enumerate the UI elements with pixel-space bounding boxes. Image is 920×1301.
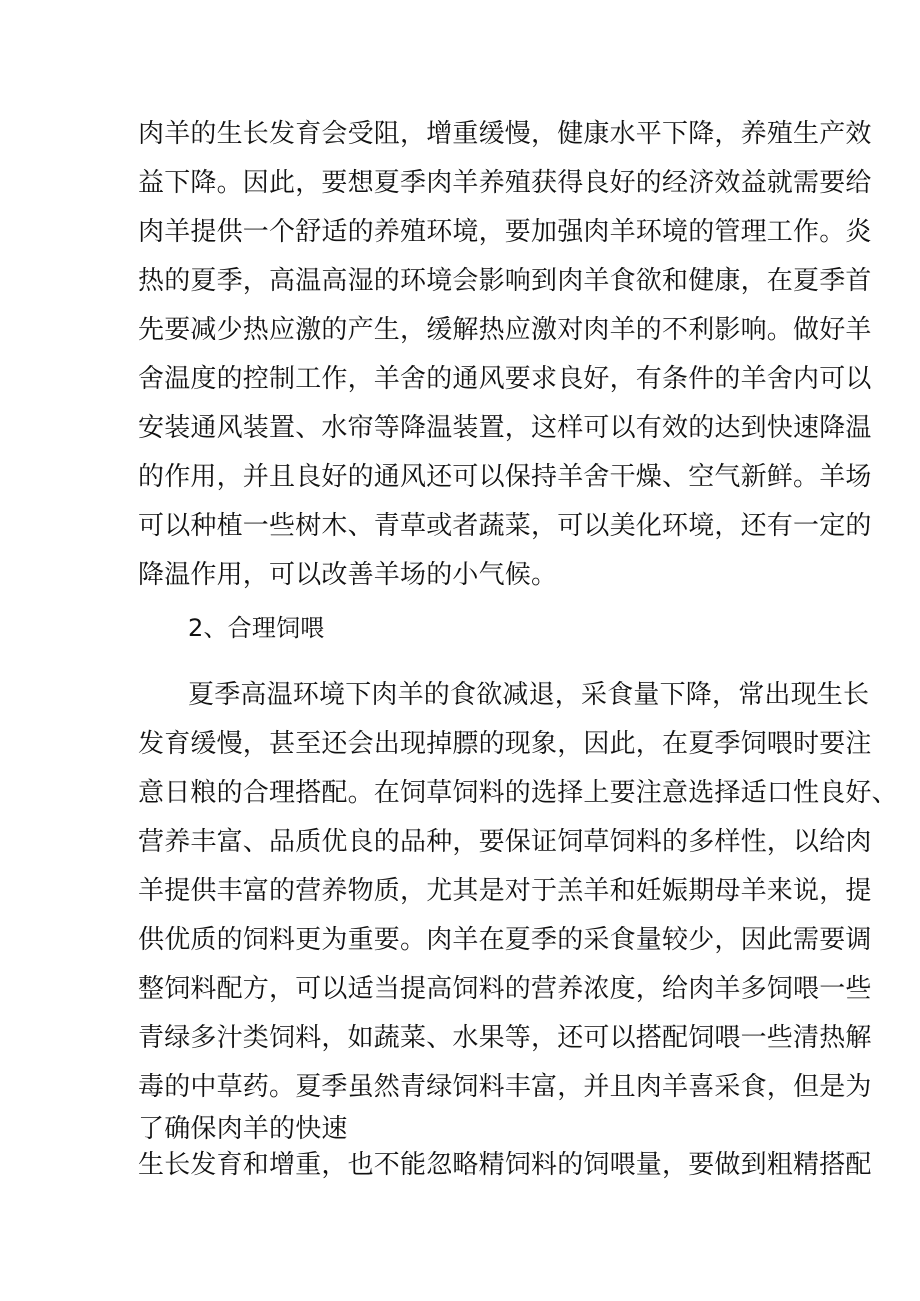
text-line: 发育缓慢，甚至还会出现掉膘的现象，因此，在夏季饲喂时要注 [138, 729, 872, 759]
text-line: 羊提供丰富的营养物质，尤其是对于羔羊和妊娠期母羊来说，提 [138, 876, 872, 906]
text-line: 肉羊的生长发育会受阻，增重缓慢，健康水平下降，养殖生产效 [138, 119, 872, 149]
text-line: 安装通风装置、水帘等降温装置，这样可以有效的达到快速降温 [138, 413, 872, 443]
text-line: 舍温度的控制工作，羊舍的通风要求良好，有条件的羊舍内可以 [138, 364, 872, 394]
text-line: 整饲料配方，可以适当提高饲料的营养浓度，给肉羊多饲喂一些 [138, 974, 872, 1004]
section-heading: 2、合理饲喂 [188, 614, 325, 642]
text-line: 可以种植一些树木、青草或者蔬菜，可以美化环境，还有一定的 [138, 511, 872, 541]
text-line: 营养丰富、品质优良的品种，要保证饲草饲料的多样性，以给肉 [138, 827, 872, 857]
text-line: 毒的中草药。夏季虽然青绿饲料丰富，并且肉羊喜采食，但是为 [138, 1072, 872, 1102]
text-line: 了确保肉羊的快速 [138, 1114, 348, 1144]
text-line: 意日粮的合理搭配。在饲草饲料的选择上要注意选择适口性良好、 [138, 778, 898, 808]
text-line: 的作用，并且良好的通风还可以保持羊舍干燥、空气新鲜。羊场 [138, 462, 872, 492]
text-line: 青绿多汁类饲料，如蔬菜、水果等，还可以搭配饲喂一些清热解 [138, 1023, 872, 1053]
text-line: 益下降。因此，要想夏季肉羊养殖获得良好的经济效益就需要给 [138, 168, 872, 198]
text-line: 肉羊提供一个舒适的养殖环境，要加强肉羊环境的管理工作。炎 [138, 217, 872, 247]
text-line: 先要减少热应激的产生，缓解热应激对肉羊的不利影响。做好羊 [138, 315, 872, 345]
text-line: 夏季高温环境下肉羊的食欲减退，采食量下降，常出现生长 [188, 680, 870, 710]
text-line: 降温作用，可以改善羊场的小气候。 [138, 560, 558, 590]
text-line: 供优质的饲料更为重要。肉羊在夏季的采食量较少，因此需要调 [138, 925, 872, 955]
continuation-line: 生长发育和增重，也不能忽略精饲料的饲喂量，要做到粗精搭配 [138, 1150, 872, 1180]
text-line: 热的夏季，高温高湿的环境会影响到肉羊食欲和健康，在夏季首 [138, 266, 872, 296]
